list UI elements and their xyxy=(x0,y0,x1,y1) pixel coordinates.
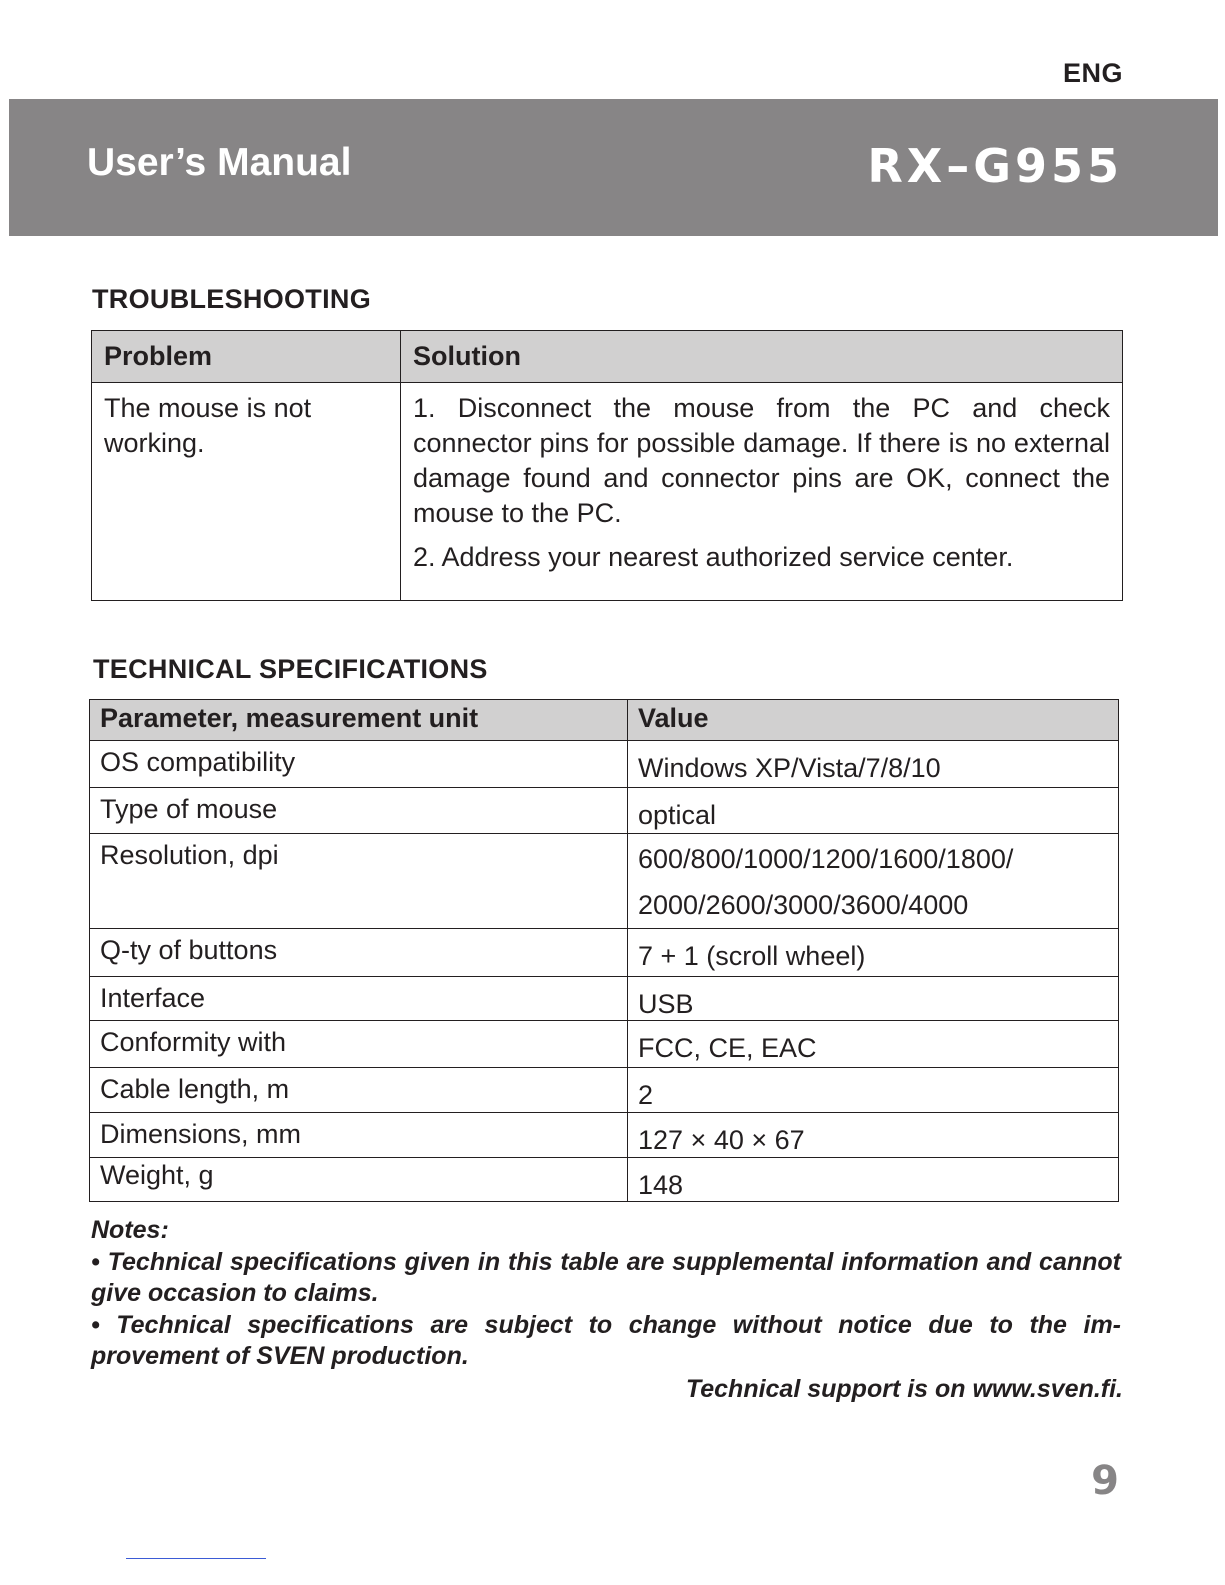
table-row xyxy=(90,1158,1119,1202)
column-header-parameter: Parameter, measurement unit xyxy=(90,700,628,741)
table-row xyxy=(90,1113,1119,1158)
table-row xyxy=(92,383,1123,601)
parameter-cell: Resolution, dpi xyxy=(90,834,628,929)
header-banner xyxy=(9,99,1218,236)
table-row xyxy=(90,1068,1119,1113)
notes-block xyxy=(91,1215,1121,1373)
value-cell: 2 xyxy=(628,1068,1119,1113)
value-cell xyxy=(628,834,1119,929)
parameter-cell: Type of mouse xyxy=(90,788,628,834)
problem-cell: The mouse is not working. xyxy=(92,383,401,601)
value-cell: USB xyxy=(628,977,1119,1021)
column-header-problem: Problem xyxy=(92,331,401,383)
solution-step: 2. Address your nearest authorized service center. xyxy=(413,542,1014,572)
support-info: Technical support is on www.sven.fi. xyxy=(685,1375,1123,1403)
solution-cell xyxy=(401,383,1123,601)
column-header-value: Value xyxy=(628,700,1119,741)
value-cell: 7 + 1 (scroll wheel) xyxy=(628,929,1119,977)
parameter-cell: Dimensions, mm xyxy=(90,1113,628,1158)
table-row xyxy=(90,929,1119,977)
notes-heading: Notes: xyxy=(91,1216,169,1244)
specifications-table xyxy=(89,699,1119,1202)
troubleshooting-heading: TROUBLESHOOTING xyxy=(92,284,371,314)
value-cell: 148 xyxy=(628,1158,1119,1202)
column-header-solution: Solution xyxy=(401,331,1123,383)
solution-step: 1. Disconnect the mouse from the PC and check connector pins for possible damage. If there is no external damage found and connector pins are OK, connect the mouse to the PC. xyxy=(413,393,1110,528)
value-cell: 127 × 40 × 67 xyxy=(628,1113,1119,1158)
table-row xyxy=(90,834,1119,929)
note-item: • Technical specifications are subject to change without notice due to the im-provement of SVEN production. xyxy=(91,1310,1121,1370)
table-header-row xyxy=(92,331,1123,383)
value-cell: optical xyxy=(628,788,1119,834)
value-line: 600/800/1000/1200/1600/1800/ xyxy=(638,844,1014,874)
note-item: • Technical specifications given in this table are supplemental information and cannot give occasion to claims. xyxy=(91,1247,1121,1307)
parameter-cell: Interface xyxy=(90,977,628,1021)
page-number: 9 xyxy=(1091,1458,1119,1504)
table-row xyxy=(90,977,1119,1021)
table-row xyxy=(90,741,1119,788)
specifications-heading: TECHNICAL SPECIFICATIONS xyxy=(93,654,488,684)
value-cell: Windows XP/Vista/7/8/10 xyxy=(628,741,1119,788)
table-row xyxy=(90,1021,1119,1068)
footer-underline xyxy=(126,1558,266,1559)
parameter-cell: Q-ty of buttons xyxy=(90,929,628,977)
manual-title: User’s Manual xyxy=(87,141,352,184)
parameter-cell: OS compatibility xyxy=(90,741,628,788)
model-name: RX–G955 xyxy=(867,139,1123,193)
table-row xyxy=(90,788,1119,834)
value-line: 2000/2600/3000/3600/4000 xyxy=(638,890,969,920)
value-cell: FCC, CE, EAC xyxy=(628,1021,1119,1068)
parameter-cell: Conformity with xyxy=(90,1021,628,1068)
language-label: ENG xyxy=(1062,58,1123,88)
troubleshooting-table xyxy=(91,330,1123,601)
parameter-cell: Weight, g xyxy=(90,1158,628,1202)
parameter-cell: Cable length, m xyxy=(90,1068,628,1113)
table-header-row xyxy=(90,700,1119,741)
